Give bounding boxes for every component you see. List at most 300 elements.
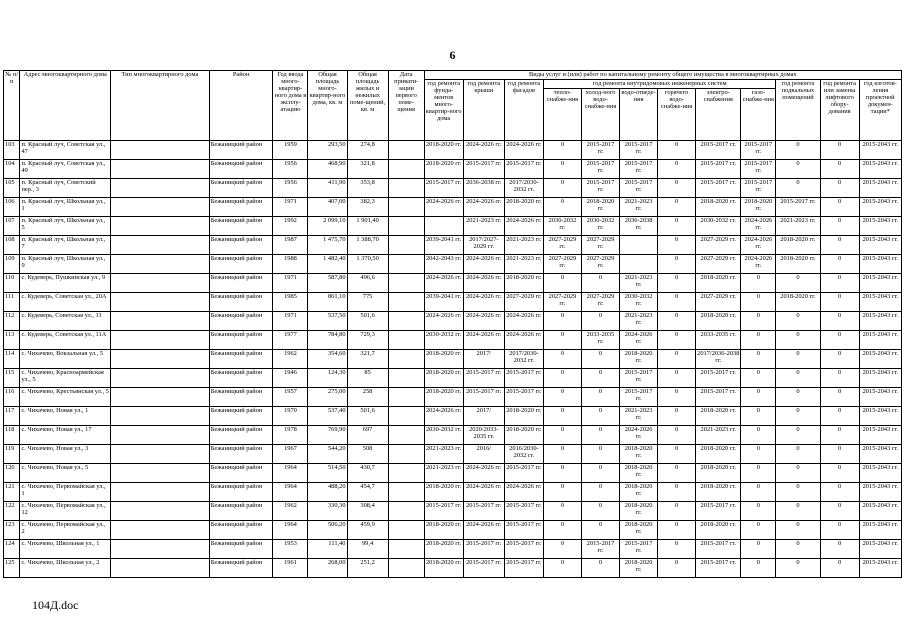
cell-foundation: 2021-2023 гг.	[424, 464, 463, 483]
cell-hot: 0	[658, 255, 696, 274]
cell-foundation: 2030-2032 гг.	[424, 426, 463, 445]
cell-roof: 2017/	[463, 350, 504, 369]
cell-heat: 0	[543, 445, 581, 464]
cell-total-area: 1 475,70	[308, 236, 347, 255]
cell-year-built: 1988	[273, 255, 308, 274]
cell-basement: 0	[776, 331, 820, 350]
cell-roof: 2024-2026 гг.	[463, 274, 504, 293]
cell-living-area: 459,9	[347, 521, 388, 540]
cell-living-area: 99,4	[347, 540, 388, 559]
cell-year-built: 1956	[273, 160, 308, 179]
header-roof: год ремонта крыши	[463, 80, 504, 141]
cell-basement: 0	[776, 445, 820, 464]
cell-roof: 2015-2017 гг.	[463, 369, 504, 388]
cell-num: 104	[4, 160, 20, 179]
cell-type	[110, 217, 209, 236]
cell-total-area: 861,10	[308, 293, 347, 312]
cell-year-built: 1964	[273, 464, 308, 483]
cell-roof: 2024-2026 гг.	[463, 483, 504, 502]
cell-heat: 0	[543, 141, 581, 160]
cell-living-area: 1 370,50	[347, 255, 388, 274]
cell-basement: 0	[776, 502, 820, 521]
cell-total-area: 587,80	[308, 274, 347, 293]
header-group-title: Виды услуг и (или) работ по капитальному ремонту общего имущества в многоквартирных домах	[424, 71, 901, 80]
cell-roof: 2024-2026 гг.	[463, 521, 504, 540]
cell-foundation: 2018-2020 гг.	[424, 521, 463, 540]
cell-year-built: 1971	[273, 198, 308, 217]
cell-lift: 0	[820, 160, 859, 179]
cell-gas: 0	[741, 502, 776, 521]
table-row	[4, 293, 902, 312]
cell-facade: 2018-2020 гг.	[504, 426, 543, 445]
cell-district: Бежаницкий район	[209, 312, 273, 331]
cell-total-area: 268,00	[308, 559, 347, 578]
cell-district: Бежаницкий район	[209, 540, 273, 559]
cell-privatization	[388, 559, 424, 578]
cell-cold: 0	[582, 445, 620, 464]
cell-num: 119	[4, 445, 20, 464]
cell-sewer: 2018-2020 гг.	[620, 521, 658, 540]
cell-privatization	[388, 502, 424, 521]
cell-type	[110, 331, 209, 350]
cell-total-area: 488,20	[308, 483, 347, 502]
cell-facade: 2015-2017 гг.	[504, 464, 543, 483]
table-row	[4, 312, 902, 331]
cell-sewer: 2030-2032 гг.	[620, 293, 658, 312]
cell-gas: 0	[741, 559, 776, 578]
cell-num: 113	[4, 331, 20, 350]
cell-privatization	[388, 217, 424, 236]
cell-roof: 2024-2026 гг.	[463, 464, 504, 483]
cell-year-built: 1964	[273, 521, 308, 540]
cell-year-built: 1971	[273, 274, 308, 293]
cell-year-built: 1961	[273, 559, 308, 578]
cell-lift: 0	[820, 217, 859, 236]
cell-cold: 0	[582, 350, 620, 369]
cell-privatization	[388, 445, 424, 464]
cell-foundation: 2018-2020 гг.	[424, 369, 463, 388]
header-sewer: водо-отведе-ния	[620, 89, 658, 141]
cell-docs: 2015-2043 гг.	[859, 483, 901, 502]
cell-sewer: 2024-2026 гг.	[620, 331, 658, 350]
cell-cold: 0	[582, 483, 620, 502]
cell-roof: 2024-2026 гг.	[463, 312, 504, 331]
cell-privatization	[388, 407, 424, 426]
table-row	[4, 559, 902, 578]
cell-basement: 0	[776, 483, 820, 502]
table-row	[4, 331, 902, 350]
cell-basement: 2021-2023 гг.	[776, 217, 820, 236]
cell-district: Бежаницкий район	[209, 426, 273, 445]
header-type: Тип многоквартирного дома	[110, 71, 209, 141]
cell-total-area: 293,50	[308, 141, 347, 160]
table-row	[4, 388, 902, 407]
cell-cold: 0	[582, 369, 620, 388]
cell-elec: 2027-2029 гг.	[696, 255, 741, 274]
cell-gas: 0	[741, 426, 776, 445]
cell-basement: 2018-2020 гг.	[776, 255, 820, 274]
cell-type	[110, 274, 209, 293]
cell-address: с. Чихачево, Первомайская ул., 1	[20, 483, 111, 502]
cell-total-area: 1 482,40	[308, 255, 347, 274]
table-row	[4, 483, 902, 502]
cell-elec: 2015-2017 гг.	[696, 369, 741, 388]
cell-cold: 0	[582, 464, 620, 483]
cell-roof: 2015-2017 гг.	[463, 160, 504, 179]
cell-facade: 2015-2017 гг.	[504, 160, 543, 179]
cell-elec: 2030-2032 гг.	[696, 217, 741, 236]
cell-roof: 2021-2023 гг.	[463, 217, 504, 236]
cell-district: Бежаницкий район	[209, 236, 273, 255]
cell-district: Бежаницкий район	[209, 331, 273, 350]
cell-total-area: 407,00	[308, 198, 347, 217]
table-row	[4, 255, 902, 274]
cell-total-area: 769,90	[308, 426, 347, 445]
cell-basement: 0	[776, 426, 820, 445]
cell-gas: 0	[741, 369, 776, 388]
cell-lift: 0	[820, 179, 859, 198]
cell-address: п. Красный луч, Школьная ул., 7	[20, 236, 111, 255]
cell-docs: 2015-2043 гг.	[859, 426, 901, 445]
cell-total-area: 354,60	[308, 350, 347, 369]
cell-cold: 2033-2035 гг.	[582, 331, 620, 350]
cell-sewer: 2021-2023 гг.	[620, 198, 658, 217]
cell-hot: 0	[658, 540, 696, 559]
cell-facade: 2018-2020 гг.	[504, 198, 543, 217]
cell-privatization	[388, 388, 424, 407]
cell-roof: 2015-2017 гг.	[463, 388, 504, 407]
cell-basement: 2018-2020 гг.	[776, 293, 820, 312]
header-gas: газо-снабже-ния	[741, 89, 776, 141]
cell-gas: 0	[741, 350, 776, 369]
cell-facade: 2024-2026 гг.	[504, 483, 543, 502]
cell-type	[110, 407, 209, 426]
cell-docs: 2015-2043 гг.	[859, 331, 901, 350]
cell-sewer: 2036-2038 гг.	[620, 217, 658, 236]
cell-foundation: 2024-2026 гг.	[424, 407, 463, 426]
cell-foundation: 2024-2026 гг.	[424, 274, 463, 293]
cell-facade: 2027-2029 гг.	[504, 293, 543, 312]
cell-type	[110, 198, 209, 217]
cell-district: Бежаницкий район	[209, 483, 273, 502]
cell-num: 118	[4, 426, 20, 445]
cell-total-area: 411,90	[308, 179, 347, 198]
cell-hot: 0	[658, 274, 696, 293]
cell-sewer: 2015-2017 гг.	[620, 369, 658, 388]
cell-basement: 0	[776, 141, 820, 160]
cell-address: с. Чихачево, Школьная ул., 1	[20, 540, 111, 559]
cell-heat: 0	[543, 407, 581, 426]
cell-foundation: 2018-2020 гг.	[424, 388, 463, 407]
cell-address: с. Чихачево, Новая ул., 1	[20, 407, 111, 426]
cell-facade: 2021-2023 гг.	[504, 236, 543, 255]
cell-district: Бежаницкий район	[209, 521, 273, 540]
cell-hot: 0	[658, 445, 696, 464]
cell-cold: 0	[582, 274, 620, 293]
cell-living-area: 258	[347, 388, 388, 407]
cell-cold: 2015-2017 гг.	[582, 160, 620, 179]
cell-gas: 2024-2026 гг.	[741, 255, 776, 274]
cell-year-built: 1978	[273, 426, 308, 445]
cell-cold: 0	[582, 502, 620, 521]
cell-docs: 2015-2043 гг.	[859, 293, 901, 312]
table-row	[4, 179, 902, 198]
cell-district: Бежаницкий район	[209, 407, 273, 426]
cell-roof: 2017/2027-2029 гг.	[463, 236, 504, 255]
cell-sewer: 2021-2023 гг.	[620, 407, 658, 426]
cell-foundation: 2018-2020 гг.	[424, 160, 463, 179]
cell-elec: 2017/2036-2038 гг.	[696, 350, 741, 369]
cell-lift: 0	[820, 502, 859, 521]
cell-cold: 2030-2032 гг.	[582, 217, 620, 236]
cell-elec: 2015-2017 гг.	[696, 179, 741, 198]
cell-sewer: 2018-2020 гг.	[620, 559, 658, 578]
cell-sewer: 2015-2017 гг.	[620, 141, 658, 160]
cell-facade: 2024-2026 гг.	[504, 141, 543, 160]
cell-num: 125	[4, 559, 20, 578]
cell-privatization	[388, 369, 424, 388]
cell-living-area: 382,3	[347, 198, 388, 217]
cell-year-built: 1959	[273, 141, 308, 160]
cell-address: с. Кудеверь, Советская ул., 11А	[20, 331, 111, 350]
cell-type	[110, 445, 209, 464]
cell-cold: 0	[582, 312, 620, 331]
cell-docs: 2015-2043 гг.	[859, 141, 901, 160]
cell-elec: 2015-2017 гг.	[696, 502, 741, 521]
cell-total-area: 468,90	[308, 160, 347, 179]
cell-sewer: 2015-2017 гг.	[620, 179, 658, 198]
cell-lift: 0	[820, 483, 859, 502]
cell-elec: 2018-2020 гг.	[696, 312, 741, 331]
cell-address: п. Красный луч, Советская ул., 47	[20, 141, 111, 160]
cell-heat: 2030-2032 гг.	[543, 217, 581, 236]
cell-heat: 0	[543, 350, 581, 369]
cell-total-area: 124,30	[308, 369, 347, 388]
cell-foundation: 2021-2023 гг.	[424, 445, 463, 464]
cell-lift: 0	[820, 236, 859, 255]
cell-facade: 2017/2030-2032 гг.	[504, 350, 543, 369]
cell-gas: 0	[741, 331, 776, 350]
header-lift: год ремонта или замены лифтового обору-дования	[820, 80, 859, 141]
cell-living-area: 775	[347, 293, 388, 312]
cell-hot: 0	[658, 236, 696, 255]
cell-lift: 0	[820, 559, 859, 578]
cell-cold: 2015-2017 гг.	[582, 141, 620, 160]
cell-total-area: 544,20	[308, 445, 347, 464]
cell-foundation: 2039-2041 гг.	[424, 293, 463, 312]
cell-total-area: 275,00	[308, 388, 347, 407]
cell-num: 106	[4, 198, 20, 217]
cell-address: с. Чихачево, Школьная ул., 2	[20, 559, 111, 578]
cell-lift: 0	[820, 312, 859, 331]
cell-privatization	[388, 483, 424, 502]
cell-hot: 0	[658, 426, 696, 445]
cell-num: 121	[4, 483, 20, 502]
table-row	[4, 160, 902, 179]
cell-living-area: 454,7	[347, 483, 388, 502]
cell-heat: 0	[543, 483, 581, 502]
cell-lift: 0	[820, 445, 859, 464]
cell-cold: 0	[582, 521, 620, 540]
cell-living-area: 251,2	[347, 559, 388, 578]
cell-gas: 2024-2026 гг.	[741, 236, 776, 255]
cell-facade: 2015-2017 гг.	[504, 502, 543, 521]
cell-privatization	[388, 236, 424, 255]
cell-district: Бежаницкий район	[209, 179, 273, 198]
cell-hot: 0	[658, 312, 696, 331]
cell-facade: 2015-2017 гг.	[504, 559, 543, 578]
cell-year-built: 1962	[273, 502, 308, 521]
cell-hot: 0	[658, 179, 696, 198]
cell-elec: 2027-2029 гг.	[696, 236, 741, 255]
cell-type	[110, 559, 209, 578]
cell-hot: 0	[658, 141, 696, 160]
cell-cold: 0	[582, 559, 620, 578]
cell-gas: 0	[741, 388, 776, 407]
cell-basement: 0	[776, 179, 820, 198]
cell-hot: 0	[658, 369, 696, 388]
cell-num: 103	[4, 141, 20, 160]
cell-heat: 0	[543, 369, 581, 388]
cell-hot: 0	[658, 293, 696, 312]
cell-privatization	[388, 179, 424, 198]
cell-lift: 0	[820, 464, 859, 483]
cell-docs: 2015-2043 гг.	[859, 559, 901, 578]
header-basement: год ремонта подвальных помещений	[776, 80, 820, 141]
cell-heat: 0	[543, 540, 581, 559]
header-total-area: Общая площадь много-квартир-ного дома, кв. м	[308, 71, 347, 141]
cell-docs: 2015-2043 гг.	[859, 502, 901, 521]
cell-num: 116	[4, 388, 20, 407]
cell-district: Бежаницкий район	[209, 141, 273, 160]
table-row	[4, 369, 902, 388]
cell-hot: 0	[658, 198, 696, 217]
cell-cold: 2015-2017 гг.	[582, 179, 620, 198]
cell-address: с. Кудеверь, Пушкинская ул., 9	[20, 274, 111, 293]
footer-filename: 104Д.doc	[32, 598, 79, 612]
cell-hot: 0	[658, 160, 696, 179]
cell-cold: 0	[582, 388, 620, 407]
cell-num: 115	[4, 369, 20, 388]
cell-hot: 0	[658, 331, 696, 350]
cell-year-built: 1964	[273, 483, 308, 502]
cell-address: с. Чихачево, Крестьянская ул., 5	[20, 388, 111, 407]
cell-basement: 0	[776, 521, 820, 540]
cell-num: 108	[4, 236, 20, 255]
cell-privatization	[388, 540, 424, 559]
cell-docs: 2015-2043 гг.	[859, 236, 901, 255]
cell-sewer: 2015-2017 гг.	[620, 160, 658, 179]
cell-sewer: 2015-2017 гг.	[620, 540, 658, 559]
cell-docs: 2015-2043 гг.	[859, 198, 901, 217]
cell-heat: 0	[543, 331, 581, 350]
cell-elec: 2015-2017 гг.	[696, 141, 741, 160]
cell-num: 105	[4, 179, 20, 198]
cell-facade: 2024-2026 гг.	[504, 312, 543, 331]
cell-living-area: 353,8	[347, 179, 388, 198]
cell-sewer: 2018-2020 гг.	[620, 464, 658, 483]
cell-living-area: 430,7	[347, 464, 388, 483]
cell-facade: 2015-2017 гг.	[504, 388, 543, 407]
cell-elec: 2015-2017 гг.	[696, 559, 741, 578]
cell-year-built: 1967	[273, 445, 308, 464]
cell-foundation: 2024-2026 гг.	[424, 198, 463, 217]
table-row	[4, 464, 902, 483]
cell-docs: 2015-2043 гг.	[859, 160, 901, 179]
cell-lift: 0	[820, 369, 859, 388]
cell-docs: 2015-2043 гг.	[859, 407, 901, 426]
cell-gas: 0	[741, 540, 776, 559]
cell-basement: 2015-2017 гг.	[776, 198, 820, 217]
cell-year-built: 1946	[273, 369, 308, 388]
cell-district: Бежаницкий район	[209, 559, 273, 578]
cell-docs: 2015-2043 гг.	[859, 179, 901, 198]
cell-basement: 0	[776, 464, 820, 483]
cell-privatization	[388, 312, 424, 331]
cell-living-area: 274,8	[347, 141, 388, 160]
table-row	[4, 350, 902, 369]
cell-heat: 0	[543, 160, 581, 179]
cell-lift: 0	[820, 426, 859, 445]
cell-type	[110, 179, 209, 198]
cell-gas: 0	[741, 464, 776, 483]
cell-basement: 0	[776, 274, 820, 293]
cell-address: с. Чихачево, Новая ул., 17	[20, 426, 111, 445]
cell-year-built: 1992	[273, 217, 308, 236]
cell-facade: 2018-2020 гг.	[504, 274, 543, 293]
cell-foundation: 2015-2017 гг.	[424, 179, 463, 198]
cell-district: Бежаницкий район	[209, 369, 273, 388]
cell-lift: 0	[820, 141, 859, 160]
cell-gas: 2024-2026 гг.	[741, 217, 776, 236]
cell-sewer: 2018-2020 гг.	[620, 350, 658, 369]
cell-elec: 2018-2020 гг.	[696, 521, 741, 540]
cell-roof: 2015-2017 гг.	[463, 540, 504, 559]
cell-roof: 2020/2033-2035 гг.	[463, 426, 504, 445]
cell-basement: 2018-2020 гг.	[776, 236, 820, 255]
table-row	[4, 407, 902, 426]
cell-living-area: 729,3	[347, 331, 388, 350]
cell-roof: 2017/	[463, 407, 504, 426]
cell-elec: 2015-2017 гг.	[696, 388, 741, 407]
cell-docs: 2015-2043 гг.	[859, 521, 901, 540]
cell-elec: 2018-2020 гг.	[696, 445, 741, 464]
cell-facade: 2018-2020 гг.	[504, 407, 543, 426]
cell-lift: 0	[820, 388, 859, 407]
cell-address: с. Чихачево, Вокзальная ул., 5	[20, 350, 111, 369]
cell-privatization	[388, 426, 424, 445]
cell-sewer: 2018-2020 гг.	[620, 502, 658, 521]
table-row	[4, 445, 902, 464]
cell-address: п. Красный луч, Советская ул., 49	[20, 160, 111, 179]
header-systems-title: год ремонта внутридомовых инженерных систем	[543, 80, 775, 89]
cell-gas: 2015-2017 гг.	[741, 160, 776, 179]
cell-elec: 2018-2020 гг.	[696, 407, 741, 426]
cell-elec: 2018-2020 гг.	[696, 483, 741, 502]
cell-living-area: 321,8	[347, 160, 388, 179]
table-row	[4, 274, 902, 293]
cell-address: с. Чихачево, Новая ул., 5	[20, 464, 111, 483]
cell-hot: 0	[658, 559, 696, 578]
header-elec: электро-снабжения	[696, 89, 741, 141]
cell-type	[110, 483, 209, 502]
cell-address: с. Кудеверь, Советская ул., 11	[20, 312, 111, 331]
cell-docs: 2015-2043 гг.	[859, 464, 901, 483]
cell-living-area: 321,7	[347, 350, 388, 369]
cell-gas: 2018-2020 гг.	[741, 198, 776, 217]
cell-roof: 2016/	[463, 445, 504, 464]
header-district: Район	[209, 71, 273, 141]
